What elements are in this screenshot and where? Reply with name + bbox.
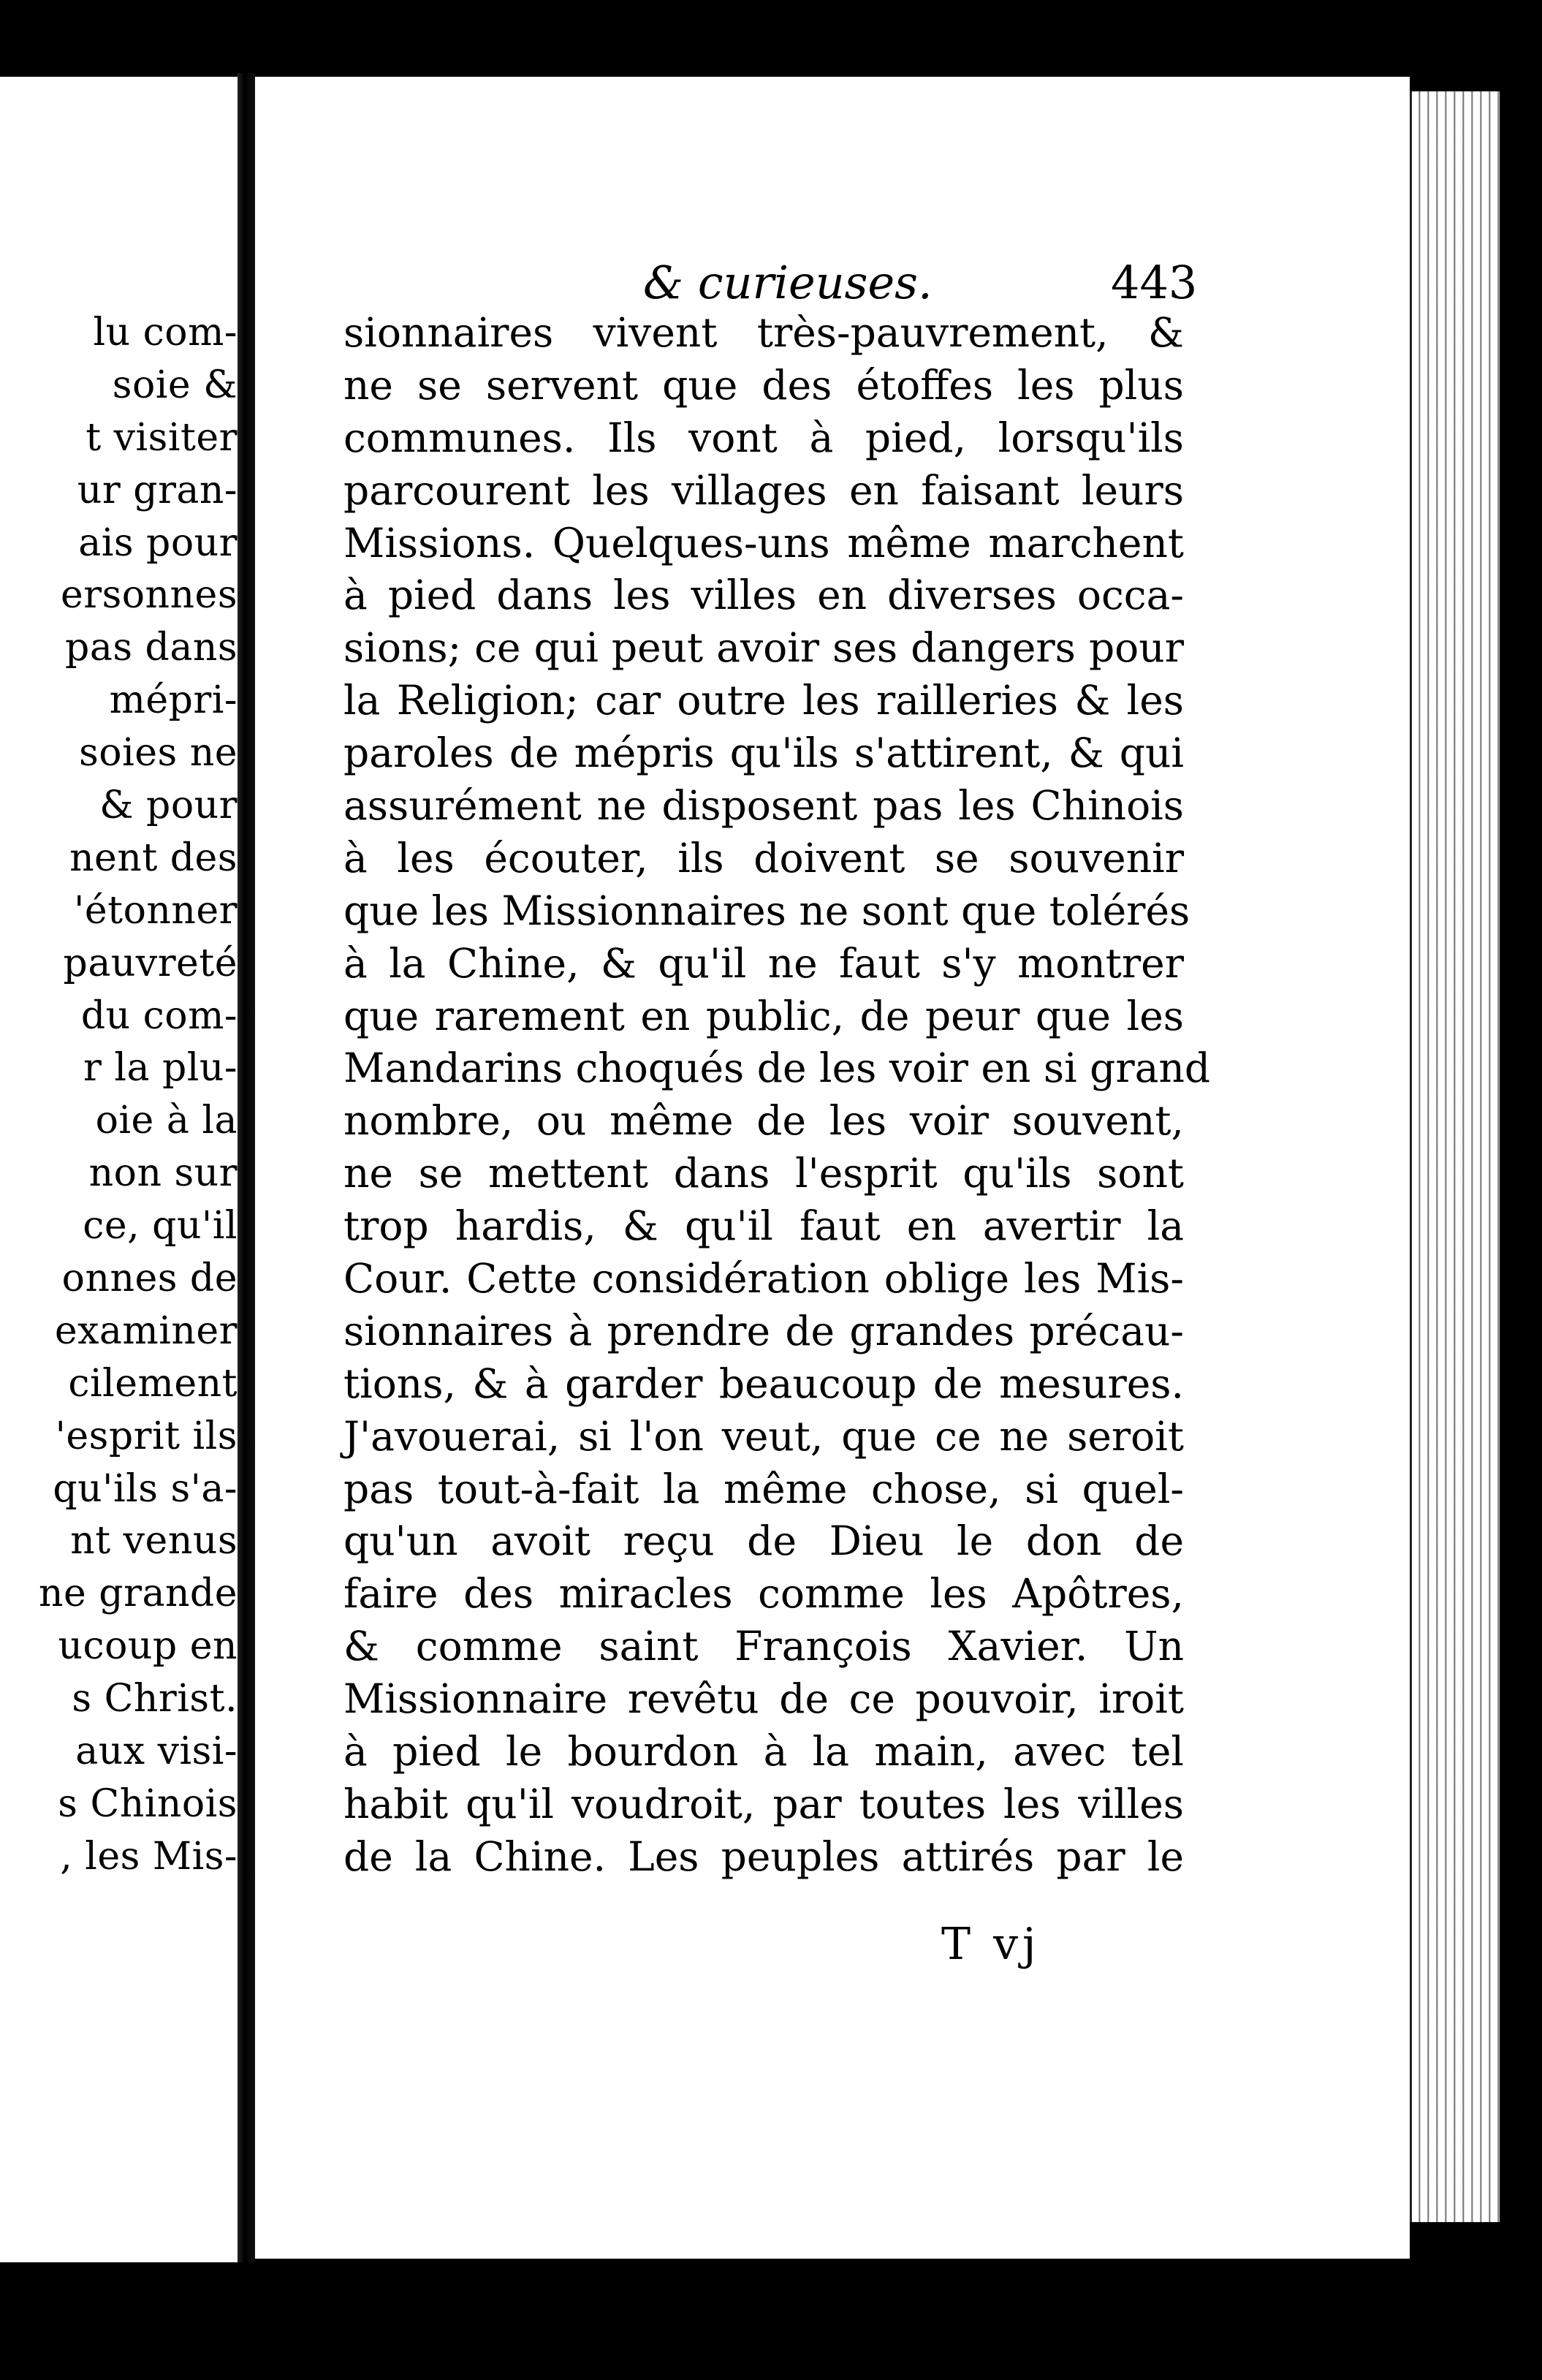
body-text bbox=[343, 307, 1211, 1884]
previous-page-line: mépri- bbox=[109, 678, 238, 723]
previous-page-line: qu'ils s'a- bbox=[53, 1466, 238, 1511]
text-line: ne se mettent dans l'esprit qu'ils sont bbox=[343, 1150, 1184, 1197]
text-line: trop hardis, & qu'il faut en avertir la bbox=[343, 1202, 1184, 1250]
text-line: Missionnaire revêtu de ce pouvoir, iroit bbox=[343, 1675, 1184, 1723]
text-line: paroles de mépris qu'ils s'attirent, & qui bbox=[343, 729, 1184, 777]
previous-page-line: ucoup en bbox=[58, 1624, 238, 1669]
previous-page-line: 'étonner bbox=[74, 888, 238, 933]
text-line: communes. Ils vont à pied, lorsqu'ils bbox=[343, 414, 1184, 461]
text-line: sionnaires à prendre de grandes précau- bbox=[343, 1307, 1184, 1354]
signature-mark: T vj bbox=[941, 1919, 1041, 1970]
previous-page-line: nent des bbox=[69, 835, 238, 880]
text-line: faire des miracles comme les Apôtres, bbox=[343, 1570, 1184, 1618]
previous-page bbox=[0, 77, 238, 2262]
book-gutter bbox=[238, 73, 255, 2262]
text-line: que les Missionnaires ne sont que tolérés bbox=[343, 887, 1190, 934]
text-line: de la Chine. Les peuples attirés par le bbox=[343, 1833, 1184, 1880]
text-line: assurément ne disposent pas les Chinois bbox=[343, 782, 1184, 830]
text-line: à les écouter, ils doivent se souvenir bbox=[343, 834, 1184, 882]
previous-page-line: nt venus bbox=[70, 1519, 238, 1564]
previous-page-line: t visiter bbox=[86, 415, 238, 460]
previous-page-line: pas dans bbox=[65, 626, 238, 670]
text-line: à la Chine, & qu'il ne faut s'y montrer bbox=[343, 939, 1184, 987]
text-line: habit qu'il voudroit, par toutes les villes bbox=[343, 1780, 1184, 1827]
page-edges bbox=[1410, 91, 1500, 2222]
page-number: 443 bbox=[1111, 256, 1198, 309]
text-line: nombre, ou même de les voir souvent, bbox=[343, 1097, 1184, 1145]
previous-page-text bbox=[0, 307, 238, 1884]
previous-page-line: & pour bbox=[99, 784, 238, 828]
previous-page-line: ais pour bbox=[78, 520, 238, 565]
text-line: la Religion; car outre les railleries & les bbox=[343, 677, 1184, 724]
previous-page-line: pauvreté bbox=[63, 941, 238, 985]
previous-page-line: ce, qu'il bbox=[83, 1204, 238, 1248]
text-line: Mandarins choqués de les voir en si grand bbox=[343, 1045, 1211, 1092]
previous-page-line: 'esprit ils bbox=[55, 1414, 238, 1458]
text-line: parcourent les villages en faisant leurs bbox=[343, 466, 1184, 514]
text-line: qu'un avoit reçu de Dieu le don de bbox=[343, 1517, 1184, 1565]
previous-page-line: ersonnes bbox=[60, 573, 238, 618]
previous-page-line: ne grande bbox=[39, 1572, 238, 1616]
previous-page-line: oie à la bbox=[95, 1099, 238, 1143]
previous-page-line: r la plu- bbox=[83, 1046, 238, 1091]
previous-page-line: examiner bbox=[54, 1308, 238, 1353]
previous-page-line: non sur bbox=[88, 1151, 238, 1196]
previous-page-line: onnes de bbox=[61, 1257, 238, 1301]
text-line: que rarement en public, de peur que les bbox=[343, 992, 1184, 1039]
previous-page-line: , les Mis- bbox=[60, 1834, 238, 1879]
text-line: à pied le bourdon à la main, avec tel bbox=[343, 1728, 1184, 1775]
running-head: & curieuses. bbox=[643, 256, 933, 309]
text-line: pas tout-à-fait la même chose, si quel- bbox=[343, 1465, 1184, 1512]
text-line: ne se servent que des étoffes les plus bbox=[343, 361, 1184, 409]
text-line: sions; ce qui peut avoir ses dangers pour bbox=[343, 624, 1184, 672]
text-line: à pied dans les villes en diverses occa- bbox=[343, 572, 1184, 619]
previous-page-line: du com- bbox=[80, 993, 238, 1038]
previous-page-line: s Christ. bbox=[72, 1677, 238, 1721]
text-line: sionnaires vivent très-pauvrement, & bbox=[343, 309, 1184, 356]
previous-page-line: lu com- bbox=[93, 311, 238, 355]
text-line: Missions. Quelques-uns même marchent bbox=[343, 519, 1184, 566]
text-line: J'avouerai, si l'on veut, que ce ne seroit bbox=[343, 1412, 1184, 1460]
previous-page-line: soie & bbox=[112, 363, 238, 407]
previous-page-line: s Chinois bbox=[58, 1781, 238, 1826]
text-line: Cour. Cette considération oblige les Mis- bbox=[343, 1255, 1184, 1303]
text-line: tions, & à garder beaucoup de mesures. bbox=[343, 1360, 1184, 1407]
previous-page-line: cilement bbox=[68, 1361, 238, 1406]
text-line: & comme saint François Xavier. Un bbox=[343, 1623, 1184, 1670]
previous-page-line: aux visi- bbox=[75, 1729, 238, 1774]
previous-page-line: soies ne bbox=[79, 731, 238, 776]
previous-page-line: ur gran- bbox=[77, 468, 238, 512]
